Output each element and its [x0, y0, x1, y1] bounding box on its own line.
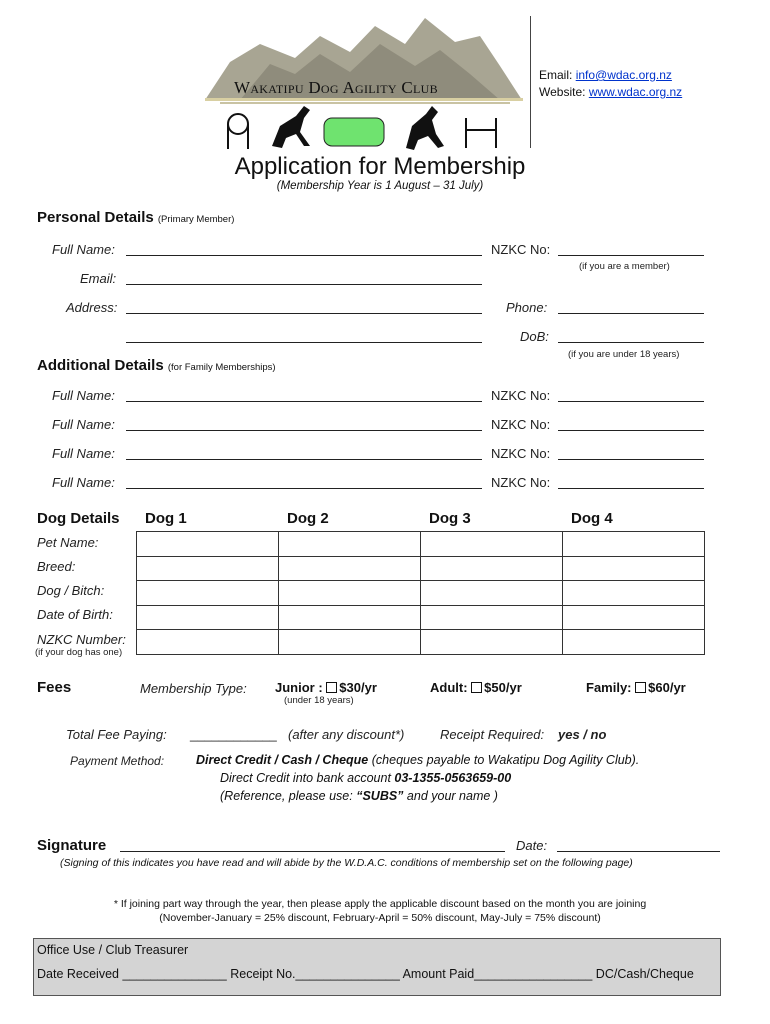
contact-email: Email: info@wdac.org.nz [539, 68, 672, 82]
nzkc-no-field[interactable] [558, 255, 704, 256]
form-subtitle: (Membership Year is 1 August – 31 July) [276, 180, 484, 192]
dog-column-header: Dog 3 [429, 510, 471, 527]
nzkc-no-label: NZKC No: [491, 242, 551, 257]
dog-cell[interactable] [563, 532, 705, 557]
table-row [137, 556, 705, 581]
full-name-label: Full Name: [52, 242, 115, 257]
address-label: Address: [66, 300, 118, 315]
total-fee-label: Total Fee Paying: [66, 727, 167, 742]
table-row [137, 532, 705, 557]
pet-name-label: Pet Name: [37, 535, 99, 550]
dog-column-header: Dog 4 [571, 510, 613, 527]
bank-account-number: 03-1355-0563659-00 [394, 771, 512, 785]
family-nzkc-field[interactable] [558, 459, 704, 460]
dog-cell[interactable] [279, 605, 421, 630]
dob-field[interactable] [558, 342, 704, 343]
dob-dog-label: Date of Birth: [37, 607, 113, 622]
email-label: Email: [80, 271, 117, 286]
nzkc-number-label: NZKC Number: [37, 632, 126, 647]
dog-cell[interactable] [563, 630, 705, 655]
dog-cell[interactable] [137, 581, 279, 606]
office-use-fields: Date Received _______________ Receipt No._______________ Amount Paid_________________ DC/Cash/Cheque [37, 967, 694, 981]
phone-label: Phone: [506, 300, 548, 315]
dog-cell[interactable] [279, 630, 421, 655]
table-row [137, 630, 705, 655]
dob-note: (if you are under 18 years) [568, 349, 680, 360]
phone-field[interactable] [558, 313, 704, 314]
dog-cell[interactable] [421, 605, 563, 630]
family-nzkc-field[interactable] [558, 430, 704, 431]
additional-details-heading: Additional Details (for Family Memberships) [37, 357, 276, 374]
receipt-options[interactable]: yes / no [558, 727, 607, 742]
full-name-field[interactable] [126, 255, 482, 256]
dog-cell[interactable] [137, 556, 279, 581]
dog-cell[interactable] [563, 605, 705, 630]
dog-column-header: Dog 1 [145, 510, 187, 527]
nzkc-member-note: (if you are a member) [579, 261, 670, 272]
table-row [137, 605, 705, 630]
junior-option[interactable]: Junior : $30/yr [275, 680, 377, 695]
dog-cell[interactable] [137, 605, 279, 630]
dog-cell[interactable] [563, 581, 705, 606]
dog-details-heading: Dog Details [37, 510, 120, 527]
reference-line: (Reference, please use: “SUBS” and your name ) [220, 789, 498, 803]
dog-cell[interactable] [137, 630, 279, 655]
fees-heading: Fees [37, 679, 72, 696]
payment-methods: Direct Credit / Cash / Cheque (cheques payable to Wakatipu Dog Agility Club). [196, 753, 640, 767]
sex-label: Dog / Bitch: [37, 583, 105, 598]
dog-cell[interactable] [279, 581, 421, 606]
dog-cell[interactable] [421, 532, 563, 557]
adult-checkbox[interactable] [471, 682, 482, 693]
family-option[interactable]: Family: $60/yr [586, 680, 686, 695]
dog-cell[interactable] [421, 630, 563, 655]
discount-info-line-2: (November-January = 25% discount, February-April = 50% discount, May-July = 75% discount) [159, 912, 601, 924]
header-divider [530, 16, 531, 148]
email-link[interactable]: info@wdac.org.nz [575, 68, 672, 82]
family-nzkc-field[interactable] [558, 488, 704, 489]
dog-nzkc-note: (if your dog has one) [35, 647, 123, 658]
email-field[interactable] [126, 284, 482, 285]
signature-date-label: Date: [516, 838, 548, 853]
dog-column-header: Dog 2 [287, 510, 329, 527]
receipt-required-label: Receipt Required: [440, 727, 545, 742]
address-field-1[interactable] [126, 313, 482, 314]
dog-details-table [136, 531, 705, 655]
family-checkbox[interactable] [635, 682, 646, 693]
bank-account-line: Direct Credit into bank account 03-1355-0563659-00 [220, 771, 512, 785]
signature-label: Signature [37, 837, 107, 854]
office-use-title: Office Use / Club Treasurer [37, 943, 189, 957]
family-nzkc-field[interactable] [558, 401, 704, 402]
payment-method-label: Payment Method: [70, 754, 165, 768]
address-field-2[interactable] [126, 342, 482, 343]
junior-checkbox[interactable] [326, 682, 337, 693]
personal-details-heading: Personal Details (Primary Member) [37, 209, 235, 226]
club-name: Wakatipu Dog Agility Club [234, 78, 438, 97]
family-name-field[interactable] [126, 459, 482, 460]
breed-label: Breed: [37, 559, 76, 574]
club-logo [200, 14, 530, 164]
dog-cell[interactable] [137, 532, 279, 557]
table-row [137, 581, 705, 606]
dog-cell[interactable] [421, 581, 563, 606]
junior-note: (under 18 years) [284, 695, 354, 706]
adult-option[interactable]: Adult: $50/yr [430, 680, 522, 695]
total-fee-field[interactable]: ____________ [190, 727, 277, 742]
dog-cell[interactable] [279, 532, 421, 557]
dog-cell[interactable] [563, 556, 705, 581]
discount-note: (after any discount*) [288, 727, 405, 742]
family-name-field[interactable] [126, 430, 482, 431]
website-link[interactable]: www.wdac.org.nz [588, 85, 683, 99]
dog-cell[interactable] [279, 556, 421, 581]
family-name-field[interactable] [126, 401, 482, 402]
dob-label: DoB: [520, 329, 549, 344]
signature-date-field[interactable] [557, 851, 720, 852]
discount-info-line-1: * If joining part way through the year, then please apply the applicable discount based on the month you are joining [113, 898, 647, 910]
signature-note: (Signing of this indicates you have read and will abide by the W.D.A.C. conditions of membership set on the following page) [60, 857, 633, 869]
contact-website: Website: www.wdac.org.nz [539, 85, 683, 99]
dog-cell[interactable] [421, 556, 563, 581]
office-use-box [33, 938, 721, 996]
form-title: Application for Membership [234, 153, 526, 180]
signature-field[interactable] [120, 851, 505, 852]
family-name-field[interactable] [126, 488, 482, 489]
membership-type-label: Membership Type: [140, 681, 247, 696]
